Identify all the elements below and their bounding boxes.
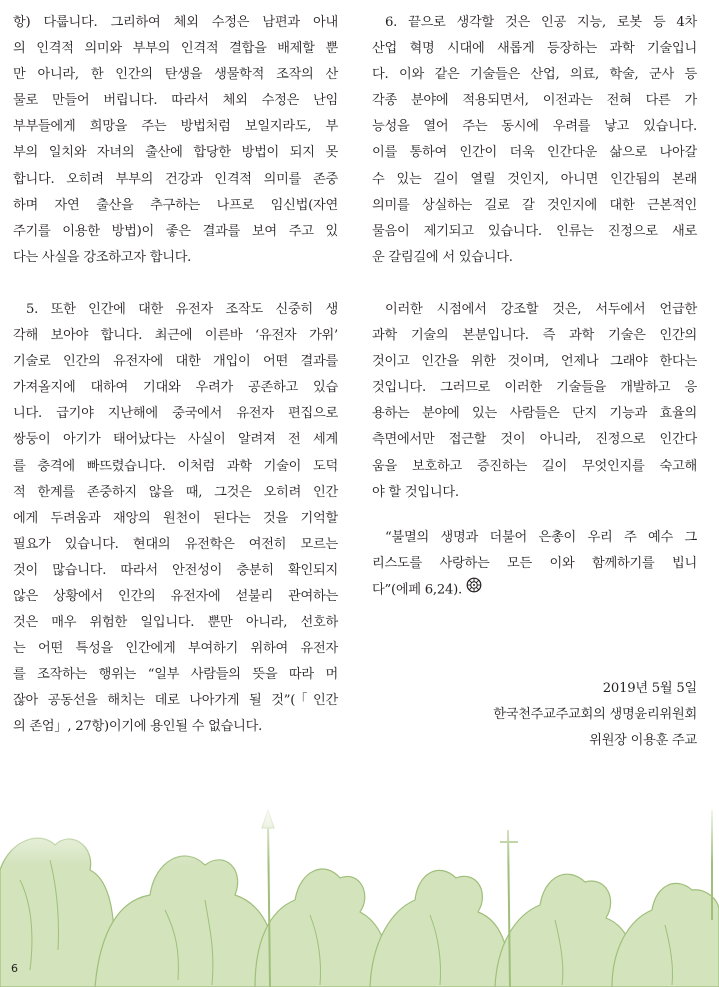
text-line: 하며 자연 출산을 추구하는 나프로 임신법(자연 <box>13 197 338 213</box>
text-line: 않은 상황에서 인간의 유전자에 섣불리 관여하는 <box>13 588 338 604</box>
text-line <box>372 577 697 603</box>
text-line: 과학 기술의 본분입니다. 즉 과학 기술은 인간의 <box>372 328 697 344</box>
text-line: 잖아 공동선을 해치는 데로 나아가게 될 것”(「인간 <box>13 693 338 709</box>
text-line: 것입니다. 그러므로 이러한 기술들을 개발하고 응 <box>372 380 697 396</box>
text-line: 에게 두려움과 재앙의 원천이 된다는 것을 기억할 <box>13 510 338 526</box>
text-line: 기술로 인간의 유전자에 대한 개입이 어떤 결과를 <box>13 354 338 370</box>
text-line: 6. 끝으로 생각할 것은 인공 지능, 로봇 등 4차 <box>385 15 697 30</box>
text-line: 물로 만들어 버립니다. 따라서 체외 수정은 난임 <box>13 93 338 109</box>
text-line: 니다. 급기야 지난해에 중국에서 유전자 편집으로 <box>13 406 338 422</box>
quote-end-text: 다”(에페 6,24). <box>372 582 462 598</box>
page-number: 6 <box>11 962 18 975</box>
text-line: 이를 통하여 인간이 더욱 인간다운 삶으로 나아갈 <box>372 145 697 161</box>
text-line: 의미를 상실하는 길로 갈 것인지에 대한 근본적인 <box>372 197 697 213</box>
text-line: 움을 보호하고 증진하는 길이 무엇인지를 숙고해 <box>372 458 697 474</box>
paragraph <box>372 297 697 506</box>
text-line: 다는 사실을 강조하고자 합니다. <box>13 249 192 265</box>
text-line: 것은 매우 위험한 일입니다. 뿐만 아니라, 선호하 <box>13 615 338 631</box>
paragraph <box>372 10 697 271</box>
text-line: 각종 분야에 적용되면서, 이전과는 전혀 다른 가 <box>372 93 697 109</box>
text-line: 부의 일치와 자녀의 출산에 합당한 방법이 되지 못 <box>13 145 338 161</box>
text-line: 의 존엄」, 27항)이기에 용인될 수 없습니다. <box>13 719 263 735</box>
paragraph <box>13 10 338 271</box>
text-line: 야 할 것입니다. <box>372 484 459 500</box>
text-line: 능성을 열어 주는 동시에 우려를 낳고 있습니다. <box>372 119 697 135</box>
text-line: 를 조작하는 행위는 “일부 사람들의 뜻을 따라 머 <box>13 667 338 683</box>
text-line: 수 있는 길이 열릴 것인지, 아니면 인간됨의 본래 <box>372 171 697 187</box>
text-line: 를 충격에 빠뜨렸습니다. 이처럼 과학 기술이 도덕 <box>13 458 338 474</box>
text-line: 물음이 제기되고 있습니다. 인류는 진정으로 새로 <box>372 223 697 239</box>
text-line: 리스도를 사랑하는 모든 이와 함께하기를 빕니 <box>372 555 697 571</box>
text-line: 의 인격적 의미와 부부의 인격적 결합을 배제할 뿐 <box>13 41 338 57</box>
left-column <box>13 10 338 741</box>
text-line: 것이고 인간을 위한 것이며, 언제나 그래야 한다는 <box>372 354 697 370</box>
text-line: 운 갈림길에 서 있습니다. <box>372 249 513 265</box>
text-line: 주기를 이용한 방법)이 좋은 결과를 보여 주고 있 <box>13 223 338 239</box>
text-line: 필요가 있습니다. 현대의 유전학은 여전히 모르는 <box>13 536 338 552</box>
text-line: 5. 또한 인간에 대한 유전자 조작도 신중히 생 <box>26 301 338 317</box>
text-line: “불멸의 생명과 더불어 은총이 우리 주 예수 그 <box>385 529 697 545</box>
text-line: 산업 혁명 시대에 새롭게 등장하는 과학 기술입니 <box>372 41 697 57</box>
text-line: 각해 보아야 합니다. 최근에 이른바 ‘유전자 가위’ <box>13 328 338 344</box>
text-line: 합니다. 오히려 부부의 건강과 인격적 의미를 존중 <box>13 171 338 187</box>
paragraph <box>13 297 338 741</box>
text-line: 다. 이와 같은 기술들은 산업, 의료, 학술, 군사 등 <box>372 67 697 83</box>
text-line: 용하는 분야에 있는 사람들은 단지 기능과 효율의 <box>372 406 697 422</box>
right-column <box>372 10 697 603</box>
text-line: 는 어떤 특성을 인간에게 부여하기 위하여 유전자 <box>13 641 338 657</box>
signature-committee: 한국천주교주교회의 생명윤리위원회 <box>493 707 697 723</box>
apostles-engraving-illustration <box>0 800 719 987</box>
text-line: 쌍둥이 아기가 태어났다는 사실이 알려져 전 세계 <box>13 432 338 448</box>
closing-quote <box>372 525 697 603</box>
text-line: 것이 많습니다. 따라서 안전성이 충분히 확인되지 <box>13 562 338 578</box>
signature-chair: 위원장 이용훈 주교 <box>589 733 697 749</box>
text-line: 항) 다룹니다. 그리하여 체외 수정은 남편과 아내 <box>13 15 338 30</box>
rosette-ornament-icon <box>466 577 482 603</box>
signature-date: 2019년 5월 5일 <box>602 681 697 696</box>
text-line: 가져올지에 대하여 기대와 우려가 공존하고 있습 <box>13 380 338 396</box>
signature-block <box>493 676 697 754</box>
text-line: 측면에서만 접근할 것이 아니라, 진정으로 인간다 <box>372 432 697 448</box>
text-line: 만 아니라, 한 인간의 탄생을 생물학적 조작의 산 <box>13 67 338 83</box>
text-line: 이러한 시점에서 강조할 것은, 서두에서 언급한 <box>385 301 697 317</box>
text-line: 부부들에게 희망을 주는 방법처럼 보일지라도, 부 <box>13 119 338 135</box>
text-line: 적 한계를 존중하지 않을 때, 그것은 오히려 인간 <box>13 484 338 500</box>
